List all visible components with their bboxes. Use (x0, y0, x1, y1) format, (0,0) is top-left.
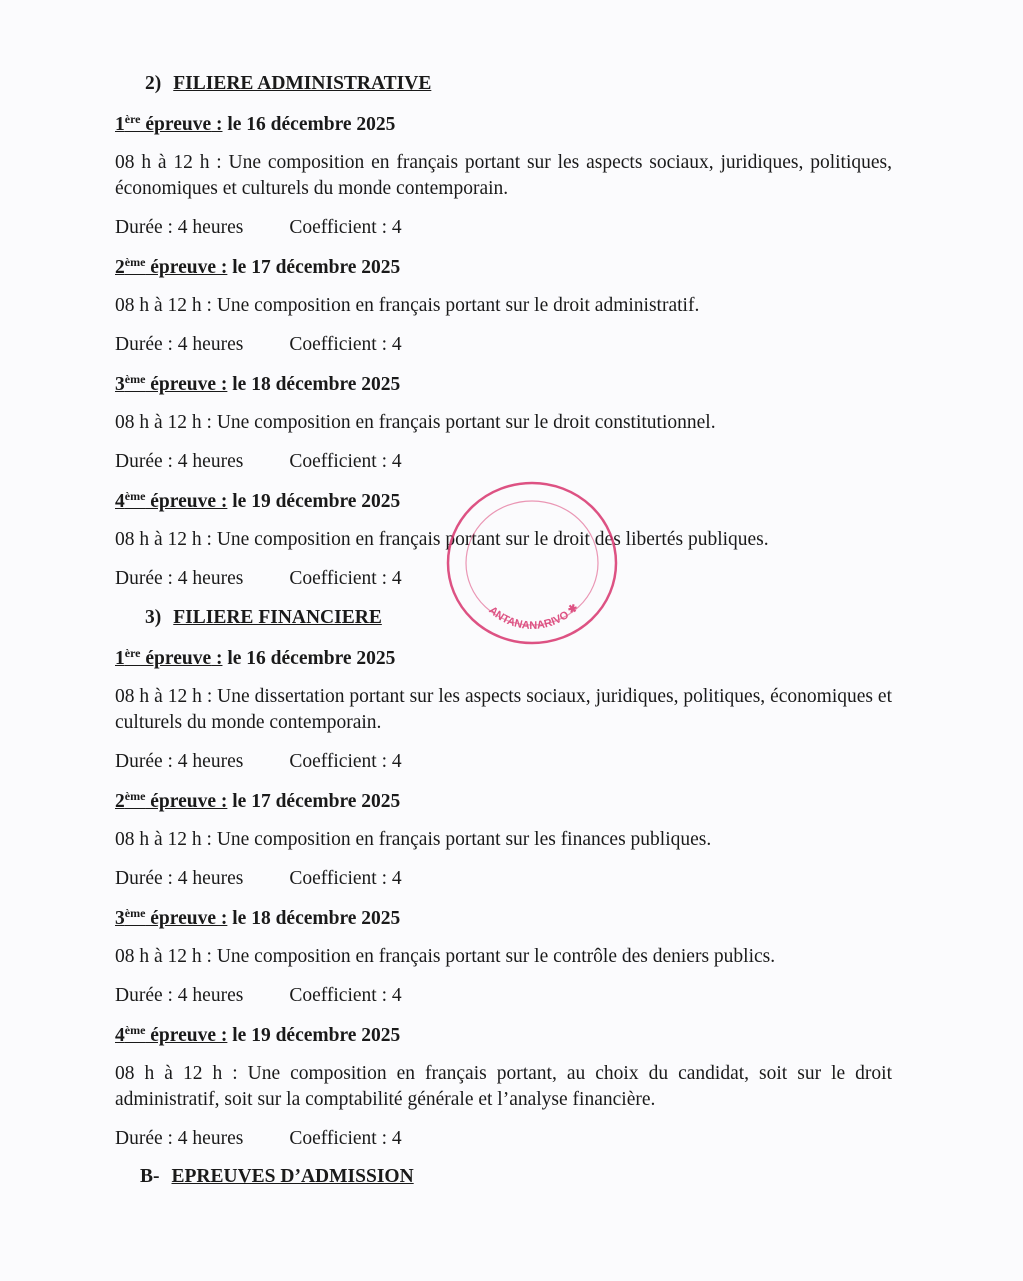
coefficient: Coefficient : 4 (289, 985, 402, 1006)
epreuve-ordinal-suffix: ème (124, 372, 146, 386)
duration: Durée : 4 heures (115, 985, 244, 1006)
epreuve-ordinal-suffix: ème (124, 255, 146, 269)
section-b-number: B- (140, 1166, 160, 1187)
epreuve-ordinal: 1 (115, 648, 125, 669)
epreuve-ordinal: 2 (115, 791, 125, 812)
epreuve-description: 08 h à 12 h : Une composition en français portant sur les finances publiques. (115, 829, 712, 850)
epreuve-word: épreuve (145, 908, 216, 929)
epreuve-details (115, 449, 892, 475)
epreuve-description: 08 h à 12 h : Une dissertation portant sur les aspects sociaux, juridiques, politiques, économiques et culturels du monde contemporain. (115, 686, 892, 733)
epreuve-word: épreuve (140, 648, 212, 669)
epreuve-colon: : (216, 791, 228, 812)
epreuve-word: épreuve (140, 114, 212, 135)
epreuve-colon: : (216, 1025, 228, 1046)
official-stamp (443, 478, 621, 648)
epreuve-date: le 18 décembre 2025 (227, 908, 401, 929)
epreuve-heading (115, 372, 892, 398)
epreuve-ordinal: 1 (115, 114, 125, 135)
section-b-title (140, 1166, 892, 1188)
epreuve-ordinal-suffix: ème (124, 906, 146, 920)
epreuve-ordinal-suffix: ère (124, 112, 141, 126)
epreuve-label (115, 1025, 227, 1046)
epreuve-block (115, 372, 892, 475)
duration: Durée : 4 heures (115, 751, 244, 772)
epreuve-description: 08 h à 12 h : Une composition en français portant sur le droit constitutionnel. (115, 412, 716, 433)
epreuve-details (115, 749, 892, 775)
section-number: 2) (145, 73, 162, 94)
duration: Durée : 4 heures (115, 568, 244, 589)
svg-text:ANTANANARIVO ✱: ANTANANARIVO ✱ (486, 601, 581, 632)
duration: Durée : 4 heures (115, 451, 244, 472)
section-title-text: FILIERE FINANCIERE (173, 607, 382, 628)
epreuve-ordinal: 4 (115, 491, 125, 512)
epreuve-heading (115, 646, 892, 672)
epreuve-word: épreuve (145, 1025, 216, 1046)
duration: Durée : 4 heures (115, 217, 244, 238)
epreuve-heading (115, 1023, 892, 1049)
epreuve-colon: : (216, 908, 228, 929)
coefficient: Coefficient : 4 (289, 334, 402, 355)
epreuve-word: épreuve (145, 491, 216, 512)
section-title (145, 70, 892, 98)
coefficient: Coefficient : 4 (289, 451, 402, 472)
epreuve-colon: : (211, 114, 223, 135)
epreuve-heading (115, 255, 892, 281)
epreuve-colon: : (216, 257, 228, 278)
epreuve-heading (115, 906, 892, 932)
epreuve-details (115, 1126, 892, 1152)
epreuve-date: le 16 décembre 2025 (222, 114, 396, 135)
epreuve-word: épreuve (145, 257, 216, 278)
epreuve-details (115, 215, 892, 241)
epreuve-description: 08 h à 12 h : Une composition en français portant, au choix du candidat, soit sur le droit administratif, soit sur la comptabilité générale et l’analyse financière. (115, 1063, 892, 1110)
epreuve-date: le 17 décembre 2025 (227, 257, 401, 278)
epreuve-block (115, 789, 892, 892)
epreuve-label (115, 374, 227, 395)
epreuve-ordinal: 3 (115, 374, 125, 395)
epreuve-date: le 19 décembre 2025 (227, 491, 401, 512)
epreuve-details (115, 866, 892, 892)
epreuve-label (115, 791, 227, 812)
epreuve-ordinal-suffix: ère (124, 646, 141, 660)
duration: Durée : 4 heures (115, 334, 244, 355)
epreuve-label (115, 908, 227, 929)
epreuve-label (115, 114, 222, 135)
coefficient: Coefficient : 4 (289, 568, 402, 589)
section (115, 601, 892, 1152)
epreuve-ordinal: 3 (115, 908, 125, 929)
epreuve-block (115, 906, 892, 1009)
epreuve-ordinal-suffix: ème (124, 789, 146, 803)
epreuve-ordinal-suffix: ème (124, 1023, 146, 1037)
epreuve-block (115, 1023, 892, 1152)
epreuve-colon: : (216, 374, 228, 395)
epreuve-date: le 17 décembre 2025 (227, 791, 401, 812)
epreuve-details (115, 983, 892, 1009)
epreuve-word: épreuve (145, 374, 216, 395)
duration: Durée : 4 heures (115, 868, 244, 889)
epreuve-colon: : (211, 648, 223, 669)
epreuve-colon: : (216, 491, 228, 512)
epreuve-block (115, 112, 892, 241)
section-b-title-text: EPREUVES D’ADMISSION (171, 1166, 414, 1187)
coefficient: Coefficient : 4 (289, 751, 402, 772)
epreuve-block (115, 255, 892, 358)
section-title-text: FILIERE ADMINISTRATIVE (173, 73, 432, 94)
epreuve-label (115, 491, 227, 512)
epreuve-label (115, 648, 222, 669)
epreuve-description: 08 h à 12 h : Une composition en français portant sur les aspects sociaux, juridiques, politiques, économiques et culturels du monde contemporain. (115, 152, 892, 199)
epreuve-ordinal: 2 (115, 257, 125, 278)
epreuve-details (115, 332, 892, 358)
epreuve-ordinal-suffix: ème (124, 489, 146, 503)
epreuve-block (115, 646, 892, 775)
epreuve-description: 08 h à 12 h : Une composition en français portant sur le droit administratif. (115, 295, 700, 316)
epreuve-word: épreuve (145, 791, 216, 812)
epreuve-date: le 19 décembre 2025 (227, 1025, 401, 1046)
epreuve-date: le 18 décembre 2025 (227, 374, 401, 395)
epreuve-description: 08 h à 12 h : Une composition en français portant sur le contrôle des deniers publics. (115, 946, 776, 967)
epreuve-description: 08 h à 12 h : Une composition en français portant sur le droit des libertés publiques. (115, 529, 769, 550)
epreuve-heading (115, 789, 892, 815)
coefficient: Coefficient : 4 (289, 1128, 402, 1149)
epreuve-date: le 16 décembre 2025 (222, 648, 396, 669)
epreuve-ordinal: 4 (115, 1025, 125, 1046)
coefficient: Coefficient : 4 (289, 217, 402, 238)
epreuve-heading (115, 112, 892, 138)
duration: Durée : 4 heures (115, 1128, 244, 1149)
section-number: 3) (145, 607, 162, 628)
coefficient: Coefficient : 4 (289, 868, 402, 889)
epreuve-label (115, 257, 227, 278)
